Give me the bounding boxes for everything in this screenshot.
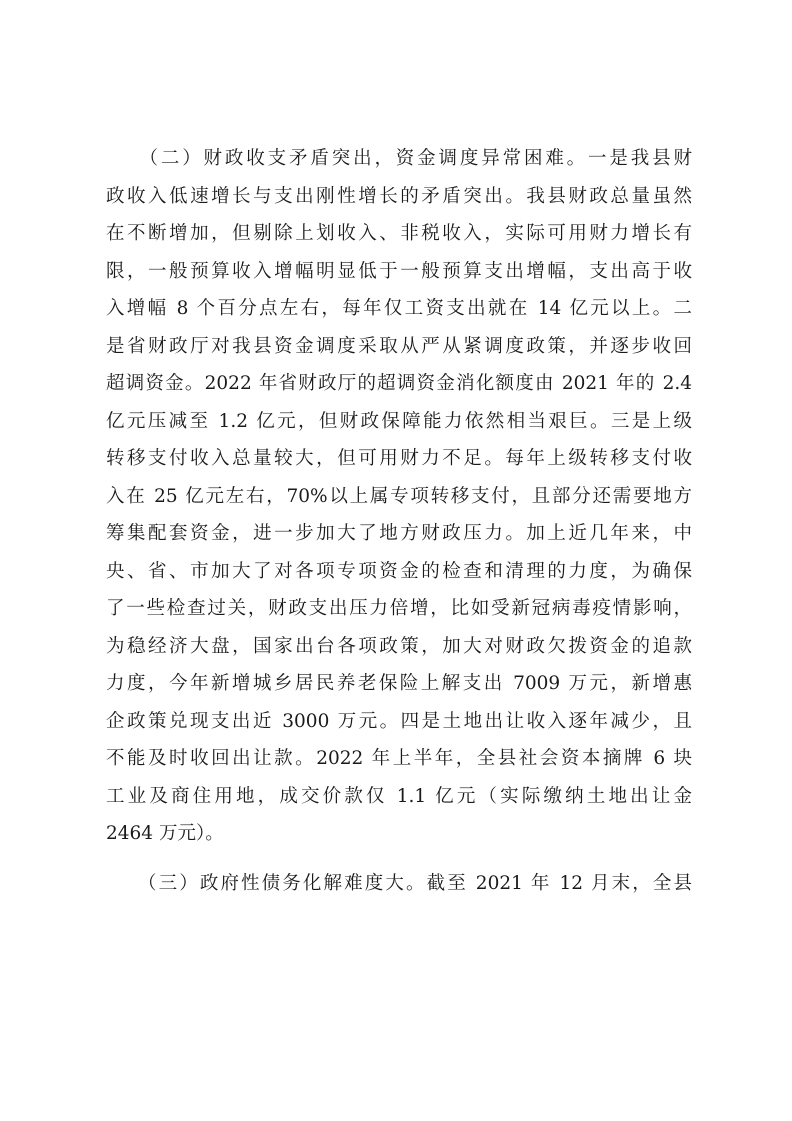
text-line: 限，一般预算收入增幅明显低于一般预算支出增幅，支出高于收 — [106, 260, 692, 282]
text-line: 为稳经济大盘，国家出台各项政策，加大对财政欠拨资金的追款 — [106, 635, 692, 657]
text-line: 在不断增加，但剔除上划收入、非税收入，实际可用财力增长有 — [106, 223, 692, 244]
text-line: 超调资金。2022 年省财政厅的超调资金消化额度由 2021 年的 2.4 — [106, 373, 692, 394]
text-line: 亿元压减至 1.2 亿元，但财政保障能力依然相当艰巨。三是上级 — [106, 410, 692, 432]
text-line: （二）财政收支矛盾突出，资金调度异常困难。一是我县财 — [106, 148, 692, 169]
text-line: 企政策兑现支出近 3000 万元。四是土地出让收入逐年减少，且 — [106, 710, 692, 732]
text-line: 工业及商住用地，成交价款仅 1.1 亿元（实际缴纳土地出让金 — [106, 785, 692, 807]
body-text — [106, 140, 692, 902]
paragraph-gap — [106, 853, 692, 865]
text-line: 转移支付收入总量较大，但可用财力不足。每年上级转移支付收 — [106, 448, 692, 469]
text-line: 2464 万元）。 — [106, 823, 224, 844]
text-line: 了一些检查过关，财政支出压力倍增，比如受新冠病毒疫情影响， — [106, 598, 692, 619]
text-line: 政收入低速增长与支出刚性增长的矛盾突出。我县财政总量虽然 — [106, 185, 692, 207]
paragraph-government-debt — [106, 865, 692, 903]
text-line: 不能及时收回出让款。2022 年上半年，全县社会资本摘牌 6 块 — [106, 748, 692, 769]
text-line: 央、省、市加大了对各项专项资金的检查和清理的力度，为确保 — [106, 560, 692, 582]
text-line: 是省财政厅对我县资金调度采取从严从紧调度政策，并逐步收回 — [106, 335, 692, 357]
paragraph-fiscal-revenue-expenditure — [106, 140, 692, 853]
text-line: 筹集配套资金，进一步加大了地方财政压力。加上近几年来，中 — [106, 523, 692, 544]
text-line: 入在 25 亿元左右，70%以上属专项转移支付，且部分还需要地方 — [106, 485, 692, 507]
text-line: 入增幅 8 个百分点左右，每年仅工资支出就在 14 亿元以上。二 — [106, 298, 692, 319]
text-line: 力度，今年新增城乡居民养老保险上解支出 7009 万元，新增惠 — [106, 673, 692, 694]
text-line: （三）政府性债务化解难度大。截至 2021 年 12 月末，全县 — [106, 872, 692, 894]
